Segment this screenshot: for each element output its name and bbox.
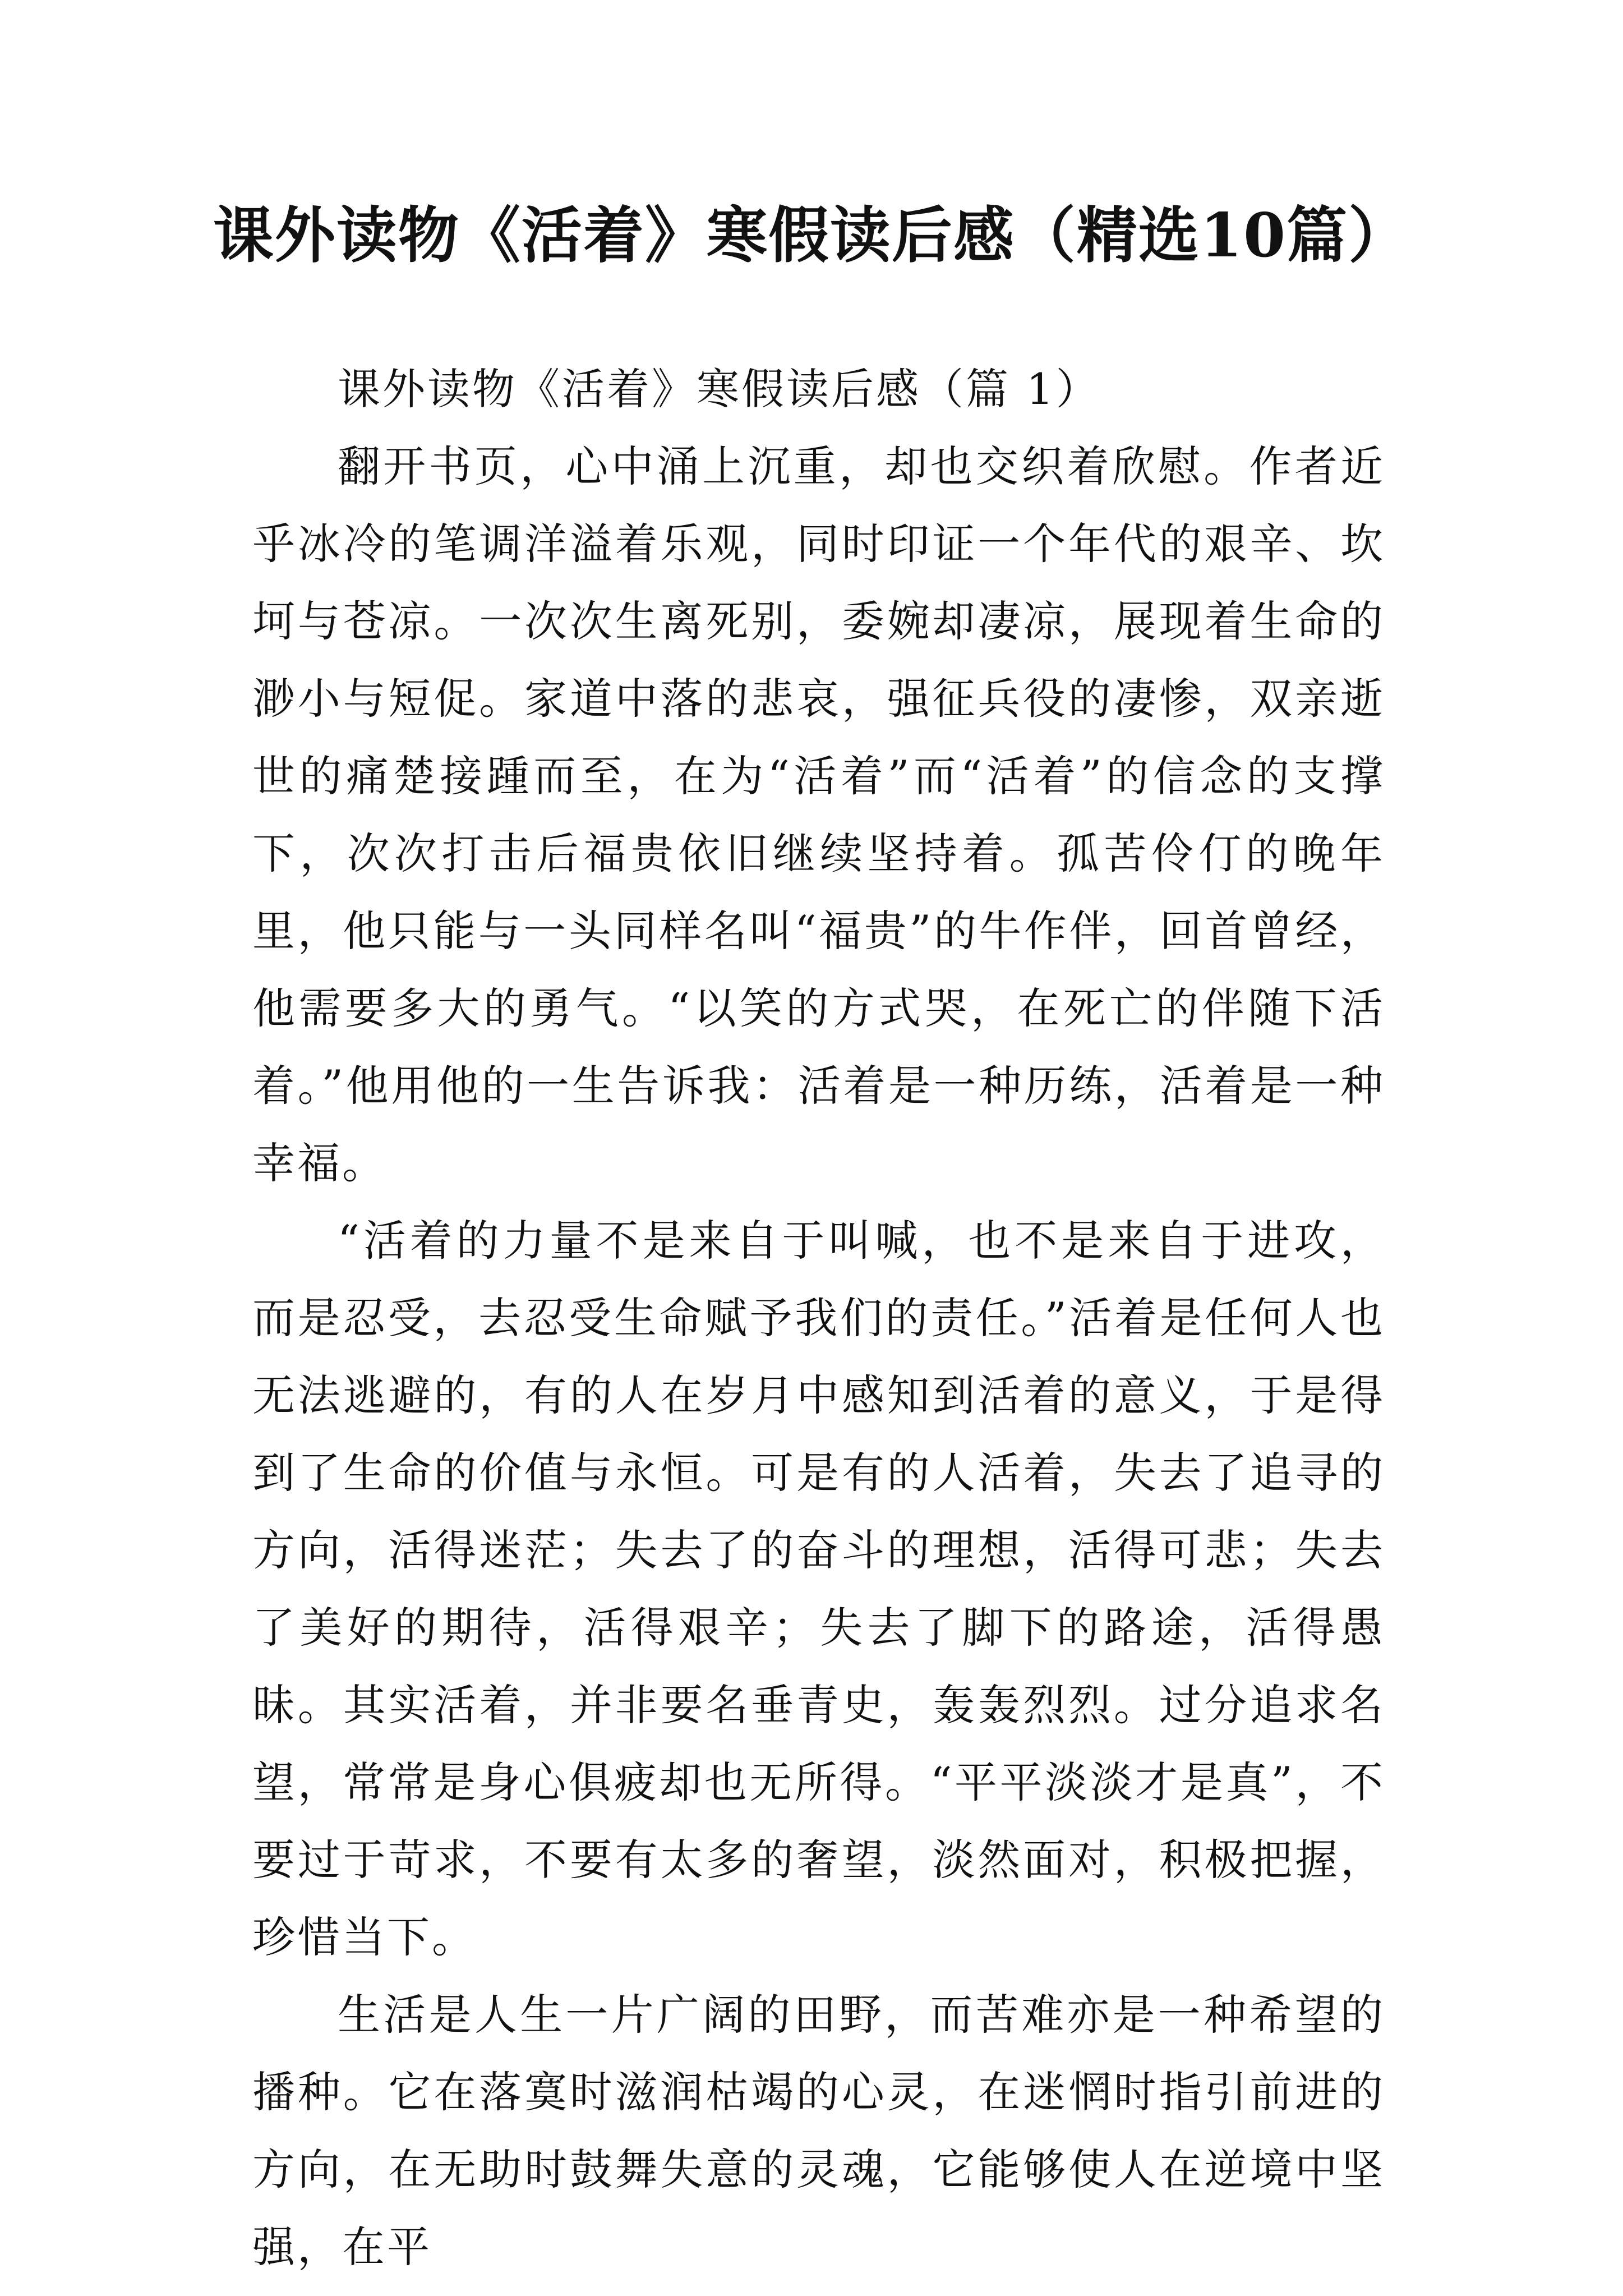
paragraph-2: “活着的力量不是来自于叫喊，也不是来自于进攻，而是忍受，去忍受生命赋予我们的责任。”活着是任何人也无法逃避的，有的人在岁月中感知到活着的意义，于是得到了生命的价值与永恒。可是有的人活着，失去了追寻的方向，活得迷茫；失去了的奋斗的理想，活得可悲；失去了美好的期待，活得艰辛；失去了脚下的路途，活得愚昧。其实活着，并非要名垂青史，轰轰烈烈。过分追求名望，常常是身心俱疲却也无所得。“平平淡淡才是真”，不要过于苛求，不要有太多的奢望，淡然面对，积极把握，珍惜当下。 [252,1216,1385,1962]
paragraph-3: 生活是人生一片广阔的田野，而苦难亦是一种希望的播种。它在落寞时滋润枯竭的心灵，在迷惘时指引前进的方向，在无助时鼓舞失意的灵魂，它能够使人在逆境中坚强，在平 [252,1990,1385,2272]
document-body [252,351,1385,2286]
paragraph-1: 翻开书页，心中涌上沉重，却也交织着欣慰。作者近乎冰冷的笔调洋溢着乐观，同时印证一个年代的艰辛、坎坷与苍凉。一次次生离死别，委婉却凄凉，展现着生命的渺小与短促。家道中落的悲哀，强征兵役的凄惨，双亲逝世的痛楚接踵而至，在为“活着”而“活着”的信念的支撑下，次次打击后福贵依旧继续坚持着。孤苦伶仃的晚年里，他只能与一头同样名叫“福贵”的牛作伴，回首曾经，他需要多大的勇气。“以笑的方式哭，在死亡的伴随下活着。”他用他的一生告诉我：活着是一种历练，活着是一种幸福。 [252,441,1385,1188]
document-title: 课外读物《活着》寒假读后感（精选10篇） [213,200,1410,271]
section-heading: 课外读物《活着》寒假读后感（篇 1） [338,364,1101,414]
